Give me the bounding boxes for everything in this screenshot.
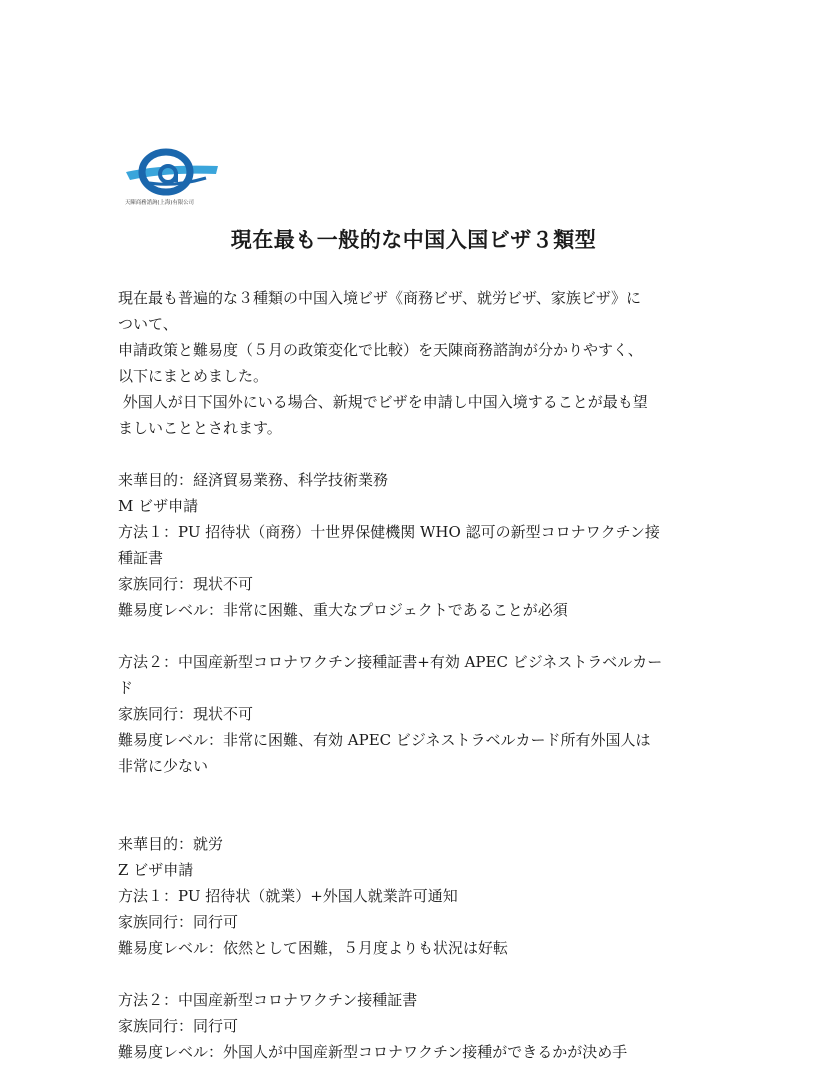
m-method1-difficulty: 難易度レベル：非常に困難、重大なプロジェクトであることが必須 (118, 601, 568, 619)
intro-line: 現在最も普遍的な３種類の中国入境ビザ《商務ビザ、就労ビザ、家族ビザ》に (118, 289, 642, 307)
m-method2: ド (118, 679, 134, 697)
m-purpose: 来華目的：経済貿易業務、科学技術業務 (118, 471, 389, 489)
intro-line: 以下にまとめました。 (118, 367, 269, 385)
m-method2-difficulty: 非常に少ない (118, 757, 209, 775)
company-logo-mark (122, 148, 222, 200)
m-method1-family: 家族同行：現状不可 (118, 575, 254, 593)
intro-line: 申請政策と難易度（５月の政策変化で比較）を天陳商務諮詢が分かりやすく、 (118, 341, 643, 359)
z-method2-family: 家族同行：同行可 (118, 1017, 239, 1035)
company-name: 天陳商務諮詢(上海)有限公司 (125, 200, 194, 206)
z-method2: 方法２：中国産新型コロナワクチン接種証書 (118, 991, 418, 1009)
z-method1: 方法１：PU 招待状（就業）+外国人就業許可通知 (118, 887, 458, 905)
intro-line: ついて、 (118, 315, 178, 333)
z-method1-difficulty: 難易度レベル：依然として困難，５月度よりも状況は好転 (118, 939, 509, 957)
page-title: 現在最も一般的な中国入国ビザ３類型 (230, 227, 597, 252)
company-logo (122, 148, 222, 206)
m-visa-heading: M ビザ申請 (118, 497, 199, 515)
z-visa-heading: Z ビザ申請 (118, 861, 194, 879)
document-body (118, 285, 718, 1065)
m-method1: 方法１：PU 招待状（商務）十世界保健機関 WHO 認可の新型コロナワクチン接 (118, 523, 660, 541)
z-method2-difficulty: 難易度レベル：外国人が中国産新型コロナワクチン接種ができるかが決め手 (118, 1043, 628, 1061)
intro-line: 外国人が日下国外にいる場合、新規でビザを申請し中国入境することが最も望 (118, 393, 648, 411)
z-method1-family: 家族同行：同行可 (118, 913, 239, 931)
m-method2: 方法２：中国産新型コロナワクチン接種証書+有効 APEC ビジネストラベルカー (118, 653, 663, 671)
m-method2-family: 家族同行：現状不可 (118, 705, 254, 723)
z-purpose: 来華目的：就労 (118, 835, 224, 853)
intro-line: ましいこととされます。 (118, 419, 282, 437)
m-method1: 種証書 (118, 549, 164, 567)
m-method2-difficulty: 難易度レベル：非常に困難、有効 APEC ビジネストラベルカード所有外国人は (118, 731, 651, 749)
